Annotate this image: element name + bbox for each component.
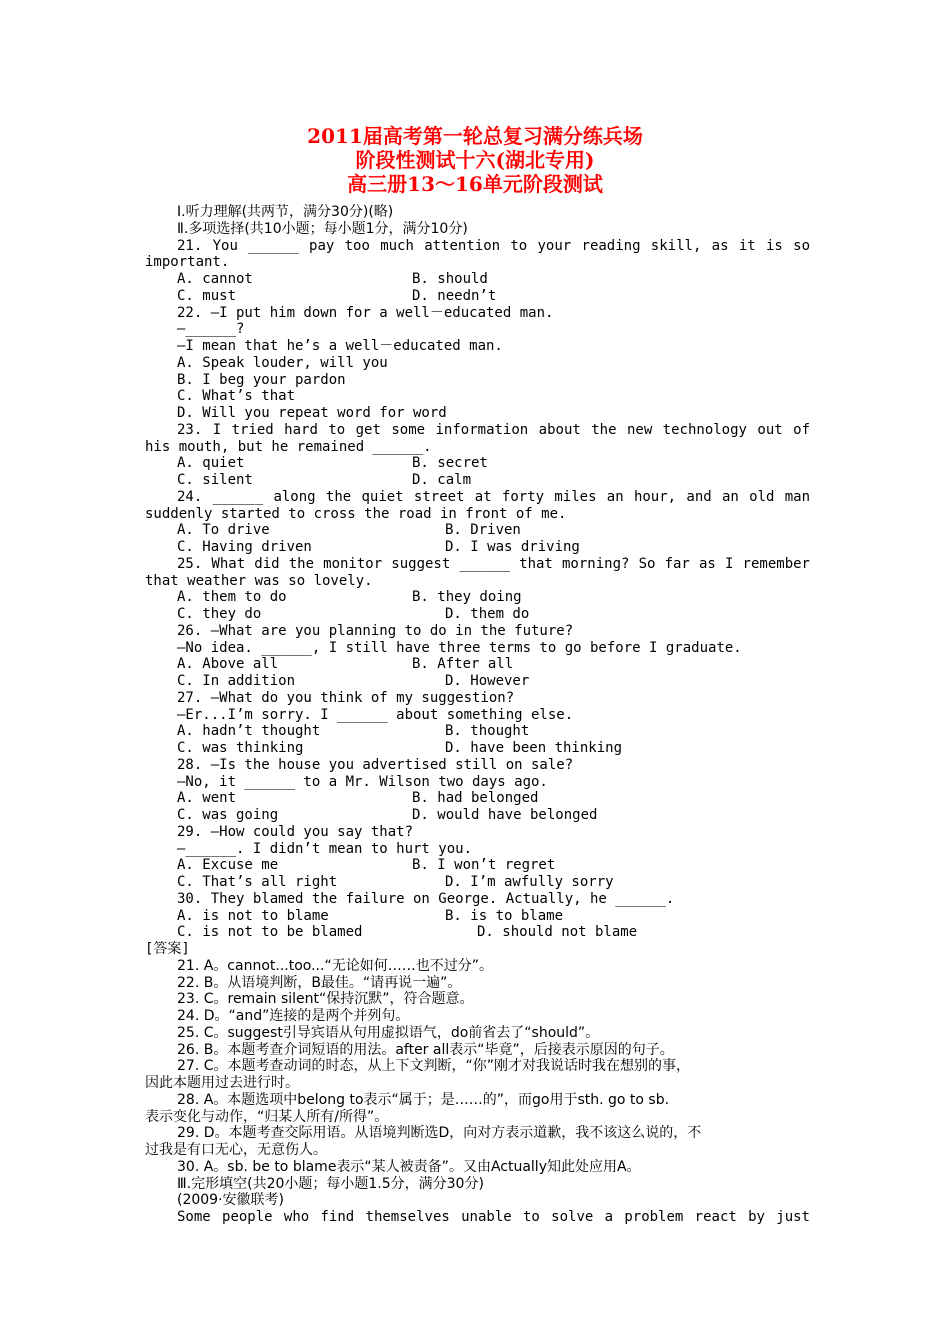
question-24-option-c: C. Having driven — [177, 539, 312, 555]
question-24-options-row — [145, 539, 810, 556]
question-30-option-b: B. is to blame — [445, 907, 564, 924]
question-27-option-a: A. hadn’t thought — [177, 723, 321, 740]
question-23-option-a: A. quiet — [177, 455, 245, 472]
question-29-options-row — [145, 874, 810, 891]
question-23-options-row — [145, 455, 810, 472]
question-22-option-a: A. Speak louder, will you — [177, 354, 388, 371]
cloze-source: (2009·安徽联考) — [177, 1192, 285, 1209]
answer-29: 29. D。本题考查交际用语。从语境判断选D，向对方表示道歉，我不该这么说的，不 — [177, 1125, 702, 1142]
answer-29-continued: 过我是有口无心，无意伤人。 — [145, 1142, 327, 1158]
question-30-option-a: A. is not to blame — [177, 907, 329, 924]
question-25-option-c: C. they do — [177, 606, 262, 622]
answer-27: 27. C。本题考查动词的时态，从上下文判断，“你”刚才对我说话时我在想别的事， — [177, 1058, 690, 1075]
question-24-option-a: A. To drive — [177, 522, 270, 539]
cloze-passage-first-line: Some people who find themselves unable to solve a problem react by just — [177, 1209, 810, 1225]
answer-28-continued: 表示变化与动作，“归某人所有/所得”。 — [145, 1108, 389, 1125]
question-21-options-row — [145, 288, 810, 305]
question-22-option-d: D. Will you repeat word for word — [177, 405, 447, 421]
answer-23: 23. C。remain silent“保持沉默”，符合题意。 — [177, 991, 474, 1008]
question-22-stem: 22. —I put him down for a well－educated man. — [177, 304, 554, 321]
question-22-reply: —I mean that he’s a well－educated man. — [177, 338, 503, 354]
question-27-reply: —Er...I’m sorry. I ______ about something else. — [177, 706, 574, 723]
question-21-option-a: A. cannot — [177, 271, 253, 287]
question-21-option-b: B. should — [412, 271, 488, 287]
question-26-option-a: A. Above all — [177, 656, 279, 673]
answer-22: 22. B。从语境判断，B最佳。“请再说一遍”。 — [177, 974, 462, 991]
question-22-option-c: C. What’s that — [177, 388, 296, 405]
answer-24: 24. D。“and”连接的是两个并列句。 — [177, 1008, 410, 1024]
question-22-blank-line: —______? — [177, 321, 245, 338]
question-29-option-a: A. Excuse me — [177, 857, 279, 874]
question-30-stem: 30. They blamed the failure on George. Actually, he ______. — [177, 890, 675, 907]
question-23-option-b: B. secret — [412, 455, 488, 472]
section-cloze-heading: Ⅲ.完形填空(共20小题；每小题1.5分，满分30分) — [177, 1175, 484, 1192]
question-24-stem: 24. ______ along the quiet street at forty miles an hour, and an old man — [177, 488, 810, 505]
question-25-options-row — [145, 589, 810, 606]
question-25-stem: 25. What did the monitor suggest ______ that morning? So far as I remember — [177, 555, 810, 572]
answer-25: 25. C。suggest引导宾语从句用虚拟语气，do前省去了“should”。 — [177, 1024, 600, 1041]
question-28-reply: —No, it ______ to a Mr. Wilson two days ago. — [177, 773, 548, 790]
question-29-option-c: C. That’s all right — [177, 874, 338, 890]
question-27-stem: 27. —What do you think of my suggestion? — [177, 689, 515, 706]
question-26-option-b: B. After all — [412, 656, 514, 673]
question-28-option-c: C. was going — [177, 807, 279, 823]
answer-30: 30. A。sb. be to blame表示“某人被责备”。又由Actually知此处应用A。 — [177, 1158, 641, 1175]
question-24-option-b: B. Driven — [445, 522, 521, 539]
question-23-stem-continued: his mouth, but he remained ______. — [145, 438, 432, 455]
question-29-option-d: D. I’m awfully sorry — [445, 874, 614, 890]
document-title: 2011届高考第一轮总复习满分练兵场 — [307, 124, 643, 148]
question-21-stem-continued: important. — [145, 254, 230, 271]
document-body — [145, 204, 810, 1226]
question-28-option-b: B. had belonged — [412, 790, 539, 807]
question-25-option-b: B. they doing — [412, 589, 522, 606]
question-30-option-d: D. should not blame — [477, 924, 638, 941]
question-23-options-row — [145, 472, 810, 489]
answer-21: 21. A。cannot...too...“无论如何……也不过分”。 — [177, 957, 493, 974]
question-24-stem-continued: suddenly started to cross the road in front of me. — [145, 505, 567, 522]
question-26-stem: 26. —What are you planning to do in the future? — [177, 622, 574, 639]
answer-26: 26. B。本题考查介词短语的用法。after all表示“毕竟”，后接表示原因的句子。 — [177, 1041, 674, 1058]
question-29-reply: —______. I didn’t mean to hurt you. — [177, 840, 473, 857]
question-30-options-row — [145, 908, 810, 925]
question-26-options-row — [145, 673, 810, 690]
question-26-option-d: D. However — [445, 673, 530, 689]
question-26-options-row — [145, 656, 810, 673]
question-30-options-row — [145, 924, 810, 941]
question-28-option-a: A. went — [177, 790, 237, 807]
answer-28: 28. A。本题选项中belong to表示“属于；是……的”，而go用于sth. go to sb. — [177, 1091, 670, 1108]
question-25-stem-continued: that weather was so lovely. — [145, 572, 373, 589]
question-21-option-d: D. needn’t — [412, 287, 497, 304]
question-23-option-d: D. calm — [412, 472, 472, 488]
question-21-options-row — [145, 271, 810, 288]
document-subtitle: 阶段性测试十六(湖北专用) — [355, 148, 595, 172]
question-30-option-c: C. is not to be blamed — [177, 924, 363, 941]
question-25-option-d: D. them do — [445, 606, 530, 622]
question-27-option-d: D. have been thinking — [445, 740, 623, 756]
section-multiple-choice-heading: Ⅱ.多项选择(共10小题；每小题1分，满分10分) — [177, 220, 468, 237]
question-29-stem: 29. —How could you say that? — [177, 823, 414, 840]
answer-27-continued: 因此本题用过去进行时。 — [145, 1075, 299, 1091]
question-27-option-c: C. was thinking — [177, 740, 304, 756]
question-27-option-b: B. thought — [445, 723, 530, 740]
section-listening-heading: Ⅰ.听力理解(共两节，满分30分)(略) — [177, 204, 394, 220]
question-25-option-a: A. them to do — [177, 589, 287, 606]
question-22-option-b: B. I beg your pardon — [177, 371, 346, 388]
question-21-stem: 21. You ______ pay too much attention to your reading skill, as it is so — [177, 237, 810, 254]
question-26-option-c: C. In addition — [177, 673, 296, 689]
question-23-stem: 23. I tried hard to get some information about the new technology out of — [177, 421, 810, 438]
question-26-reply: —No idea. ______, I still have three terms to go before I graduate. — [177, 639, 742, 656]
question-21-option-c: C. must — [177, 287, 237, 304]
question-28-options-row — [145, 790, 810, 807]
question-29-option-b: B. I won’t regret — [412, 857, 556, 874]
question-28-options-row — [145, 807, 810, 824]
question-27-options-row — [145, 740, 810, 757]
question-25-options-row — [145, 606, 810, 623]
question-27-options-row — [145, 723, 810, 740]
document-unit-title: 高三册13～16单元阶段测试 — [347, 172, 603, 196]
question-24-options-row — [145, 522, 810, 539]
question-23-option-c: C. silent — [177, 472, 253, 488]
question-28-option-d: D. would have belonged — [412, 807, 598, 823]
question-24-option-d: D. I was driving — [445, 539, 580, 555]
question-28-stem: 28. —Is the house you advertised still on sale? — [177, 756, 574, 773]
answers-heading: [答案] — [145, 941, 190, 957]
question-29-options-row — [145, 857, 810, 874]
